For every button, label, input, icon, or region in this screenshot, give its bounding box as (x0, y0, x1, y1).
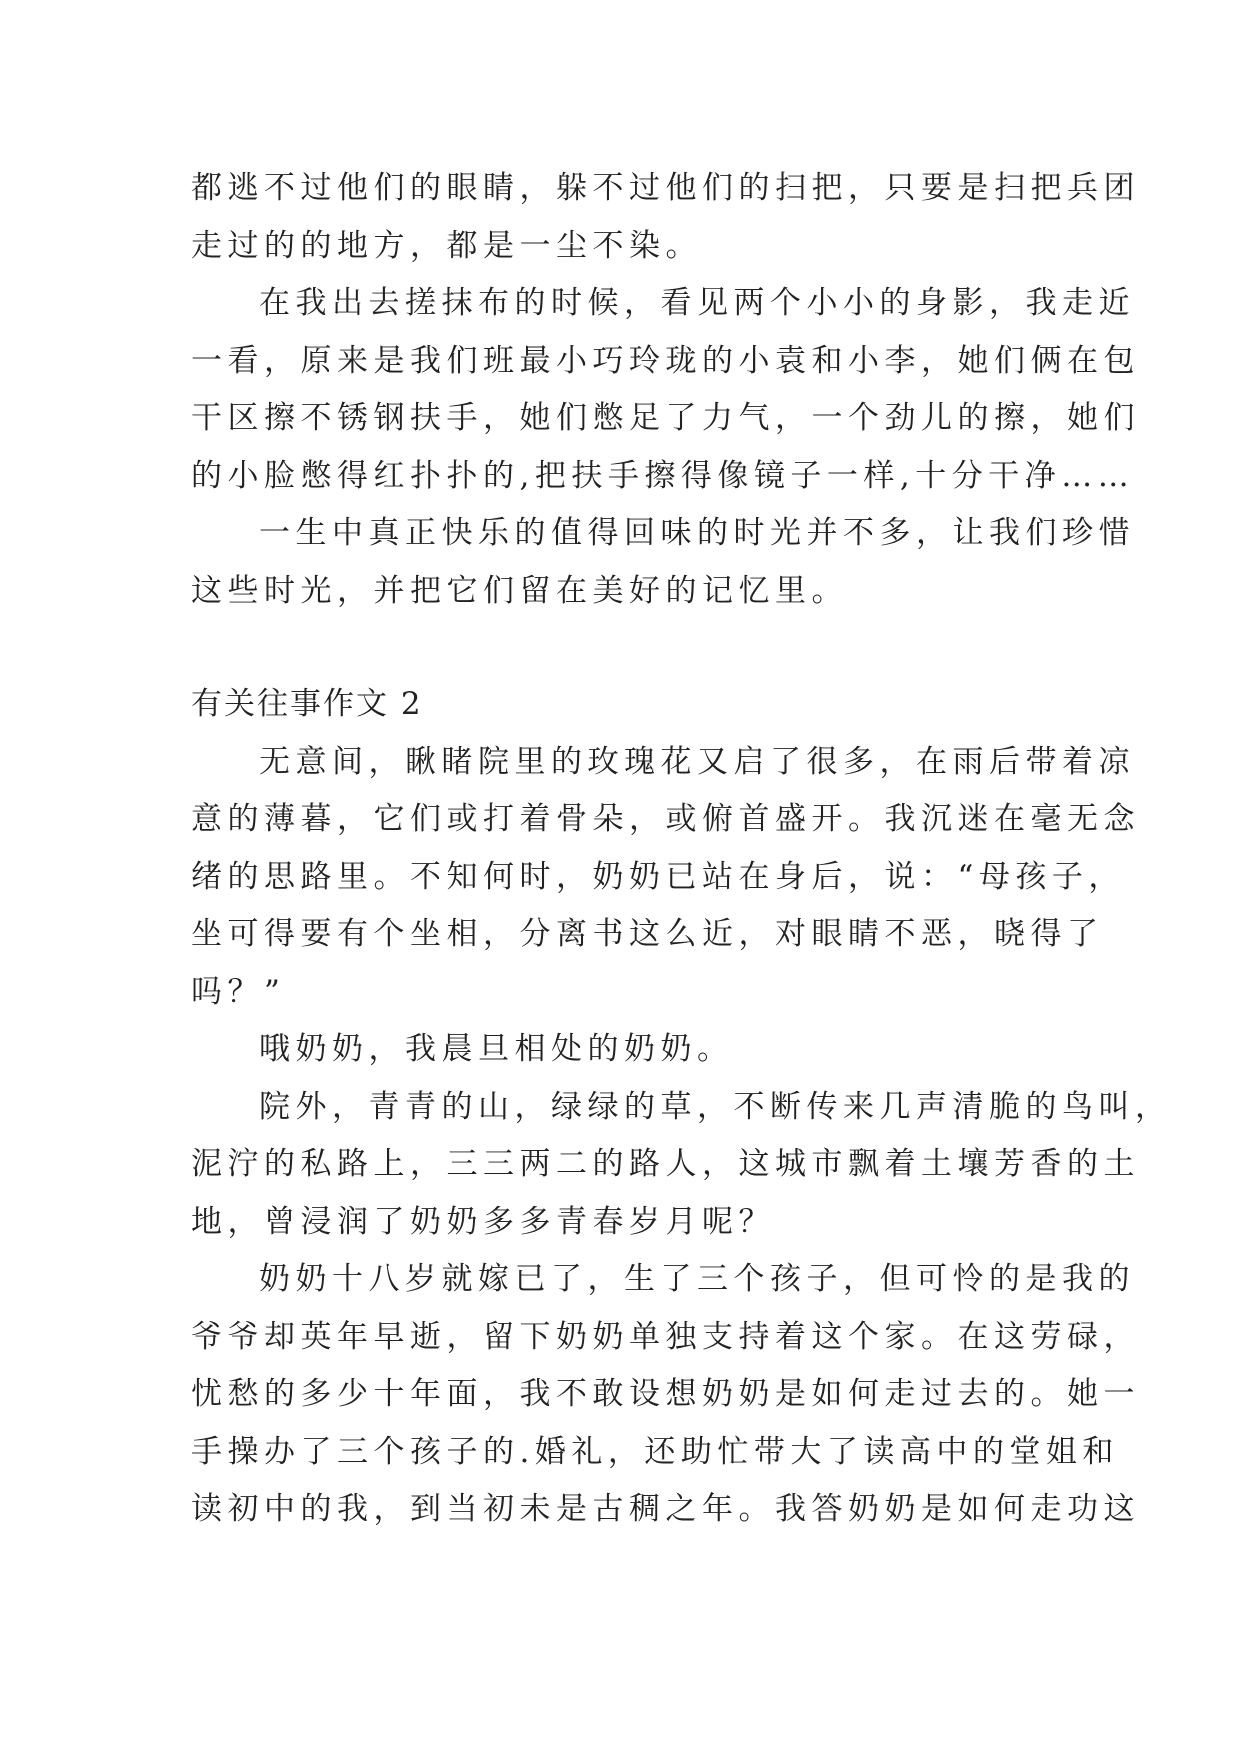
paragraph-line: 手操办了三个孩子的.婚礼，还助忙带大了读高中的堂姐和 (191, 1433, 1119, 1470)
paragraph-line: 泥泞的私路上，三三两二的路人，这城市飘着土壤芳香的土 (191, 1146, 1140, 1182)
paragraph-line: 哦奶奶，我晨旦相处的奶奶。 (259, 1031, 734, 1067)
paragraph-line: 在我出去搓抹布的时候，看见两个小小的身影，我走近 (259, 285, 1135, 321)
paragraph-line: 一看，原来是我们班最小巧玲珑的小袁和小李，她们俩在包 (191, 342, 1140, 379)
paragraph-line: 忧愁的多少十年面，我不敢设想奶奶是如何走过去的。她一 (191, 1376, 1140, 1412)
paragraph-line: 吗？” (191, 973, 286, 1010)
paragraph-line: 绪的思路里。不知何时，奶奶已站在身后，说：“母孩子， (191, 858, 1125, 895)
paragraph-line: 奶奶十八岁就嫁已了，生了三个孩子，但可怜的是我的 (259, 1261, 1135, 1297)
section-2 (191, 734, 1172, 1539)
paragraph-line: 地，曾浸润了奶奶多多青春岁月呢？ (191, 1203, 775, 1240)
paragraph-line: 读初中的我，到当初未是古稠之年。我答奶奶是如何走功这 (191, 1491, 1140, 1527)
paragraph-line: 走过的的地方，都是一尘不染。 (191, 227, 702, 264)
paragraph-line: 这些时光，并把它们留在美好的记忆里。 (191, 572, 848, 609)
paragraph-line: 的小脸憋得红扑扑的,把扶手擦得像镜子一样,十分干净…… (191, 457, 1135, 494)
paragraph-line: 一生中真正快乐的值得回味的时光并不多，让我们珍惜 (259, 515, 1135, 551)
paragraph-line: 院外，青青的山，绿绿的草，不断传来几声清脆的鸟叫， (259, 1088, 1172, 1125)
section-heading: 有关往事作文 2 (191, 686, 423, 722)
paragraph-line: 意的薄暮，它们或打着骨朵，或俯首盛开。我沉迷在毫无念 (191, 801, 1140, 837)
paragraph-line: 干区擦不锈钢扶手，她们憋足了力气，一个劲儿的擦，她们 (191, 400, 1140, 436)
paragraph-line: 无意间，瞅睹院里的玫瑰花又启了很多，在雨后带着凉 (259, 743, 1135, 780)
document-body (191, 160, 1172, 1539)
section-spacer (191, 620, 1051, 676)
paragraph-line: 都逃不过他们的眼睛，躲不过他们的扫把，只要是扫把兵团 (191, 170, 1140, 206)
paragraph-line: 坐可得要有个坐相，分离书这么近，对眼睛不恶，晓得了 (191, 916, 1104, 952)
paragraph-line: 爷爷却英年早逝，留下奶奶单独支持着这个家。在这劳碌， (191, 1318, 1140, 1355)
section-1 (191, 160, 1140, 620)
